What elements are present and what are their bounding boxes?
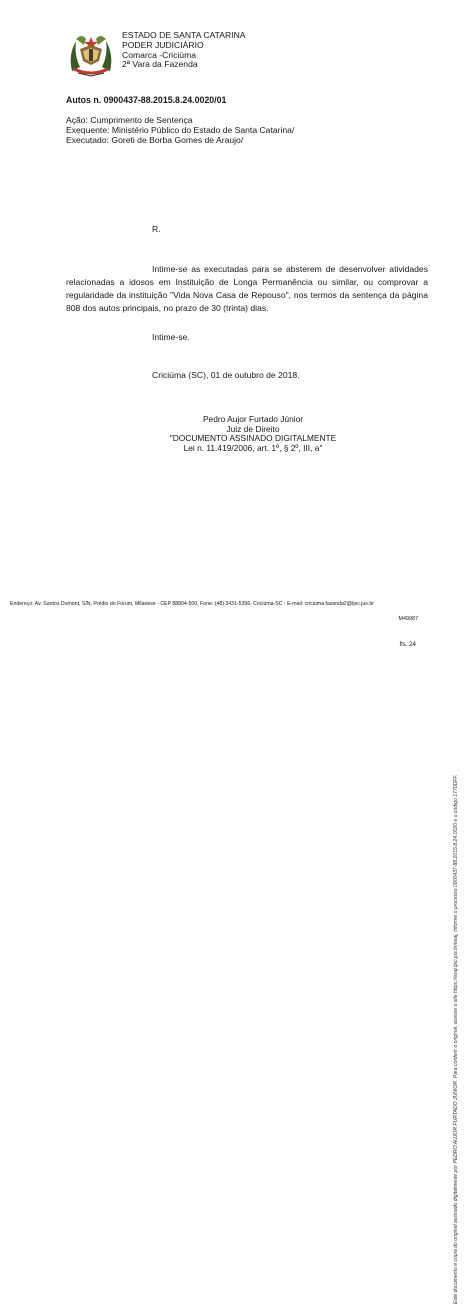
signature-block	[140, 415, 366, 453]
case-number: Autos n. 0900437-88.2015.8.24.0020/01	[66, 95, 227, 105]
court-header	[122, 31, 246, 70]
case-parties	[66, 115, 294, 145]
case-executado: Executado: Goreti de Borba Gomes de Araujo/	[66, 135, 244, 145]
header-state: ESTADO DE SANTA CATARINA	[122, 30, 246, 40]
case-action: Ação: Cumprimento de Sentença	[66, 115, 193, 125]
header-judiciary: PODER JUDICIÁRIO	[122, 39, 204, 50]
state-coat-of-arms-icon	[66, 31, 116, 79]
footer-address: Endereço: Av. Santos Dumont, S/N, Prédio do Forum, Milanese - CEP 88804-500, Fone: (48) 3431-5396, Criciúma-SC - E-mail: criciuma.fazenda2@tjsc.jus.br	[10, 601, 374, 607]
page-number: fls. 24	[399, 641, 416, 648]
law-reference: Lei n. 11.419/2006, art. 1º, § 2º, III, a"	[183, 442, 323, 453]
judge-role: Juiz de Direito	[226, 423, 280, 434]
digital-signature-note: "DOCUMENTO ASSINADO DIGITALMENTE	[169, 433, 337, 444]
receipt-mark: R.	[152, 224, 161, 234]
footer-code: M49987	[398, 616, 418, 622]
case-exequente: Exequente: Ministério Público do Estado de Santa Catarina/	[66, 125, 295, 135]
verification-sidebar	[450, 30, 466, 1304]
intime-line: Intime-se.	[152, 332, 190, 342]
judge-name: Pedro Aujor Furtado Júnior	[202, 414, 304, 424]
place-date: Criciúma (SC), 01 de outubro de 2018.	[152, 370, 300, 380]
verification-text: Este documento é cópia do original assinado digitalmente por PEDRO AUJOR FURTADO JUNIOR. Para conferir o original, acesse o site https://esaj.tjsc.jus.br/esaj, informe o processo 0900437-88.2015.8.24.0020 e o código 1770DFF.	[453, 774, 459, 1304]
decision-paragraph: Intime-se as executadas para se absterem de desenvolver atividades relacionadas a idosos em Instituição de Longa Permanência ou similar, ou comprovar a regularidade da instituição "Vida Nova Casa de Repouso", nos termos da sentença da página 808 dos autos principais, no prazo de 30 (trinta) dias.	[66, 264, 428, 313]
header-vara: 2ª Vara da Fazenda	[122, 59, 198, 70]
header-comarca: Comarca -Criciúma	[122, 49, 197, 60]
